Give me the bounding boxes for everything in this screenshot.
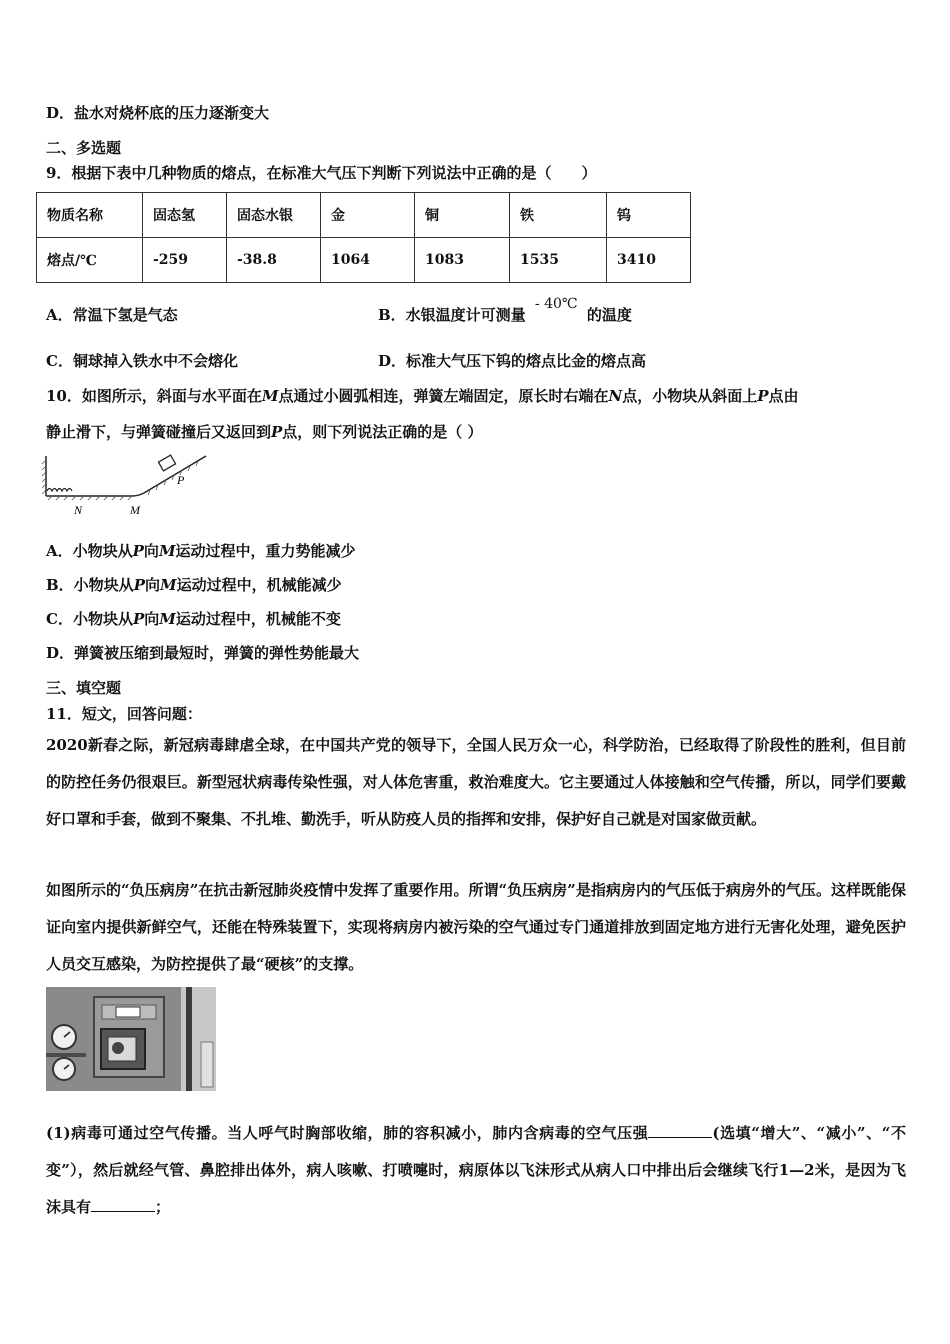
- option-d-previous: D．盐水对烧杯底的压力逐渐变大: [46, 104, 270, 122]
- answer-blank-1[interactable]: [648, 1123, 712, 1138]
- q9-option-b-suffix: 的温度: [586, 306, 632, 324]
- table-cell: 3410: [607, 238, 691, 283]
- label-n: N: [74, 503, 83, 517]
- question-11-stem: 11．短文，回答问题：: [46, 705, 202, 723]
- text-run: 向: [144, 576, 160, 594]
- negative-pressure-ward-photo: [46, 987, 216, 1091]
- text-run: (1)病毒可通过空气传播。当人呼气时胸部收缩，肺的容积减小，肺内含病毒的空气压强: [46, 1124, 649, 1142]
- table-cell: 钨: [607, 193, 691, 238]
- table-cell: 铜: [415, 193, 510, 238]
- variable-m: M: [158, 542, 176, 560]
- text-run: 运动过程中，机械能减少: [176, 576, 342, 594]
- q10-option-d: D．弹簧被压缩到最短时，弹簧的弹性势能最大: [46, 644, 360, 662]
- spring: [47, 489, 72, 492]
- melting-point-table: [36, 192, 691, 283]
- table-cell: 固态氢: [143, 193, 227, 238]
- text-run: 点，则下列说法正确的是（ ）: [282, 423, 483, 441]
- passage-paragraph-2: 如图所示的“负压病房”在抗击新冠肺炎疫情中发挥了重要作用。所谓“负压病房”是指病房内的气压低于病房外的气压。这样既能保证向室内提供新鲜空气，还能在特殊装置下，实现将病房内被污染的空气通过专门通道排放到固定地方进行无害化处理，避免医护人员交互感染，为防控提供了最“硬核”的支撑。: [46, 881, 906, 973]
- question-9-stem: 9．根据下表中几种物质的熔点，在标准大气压下判断下列说法中正确的是（ ）: [46, 164, 597, 182]
- q10-option-c: [46, 608, 341, 629]
- table-value-row: [37, 238, 691, 283]
- sub-question-1: [46, 1115, 906, 1226]
- text-run: 点通过小圆弧相连，弹簧左端固定，原长时右端在: [278, 387, 609, 405]
- q9-option-a: A．常温下氢是气态: [46, 306, 178, 324]
- q10-option-a: [46, 540, 356, 561]
- q9-option-b: [378, 296, 632, 325]
- table-cell: 1064: [321, 238, 415, 283]
- variable-m: M: [159, 576, 177, 594]
- text-run: 点，小物块从斜面上: [622, 387, 758, 405]
- table-cell: -38.8: [227, 238, 321, 283]
- text-run: A．小物块从: [46, 542, 133, 560]
- text-run: 10．如图所示，斜面与水平面在: [46, 387, 262, 405]
- text-run: 向: [143, 542, 159, 560]
- variable-p: P: [271, 423, 283, 441]
- section-heading-multi-choice: 二、多选题: [46, 139, 122, 157]
- table-cell: 固态水银: [227, 193, 321, 238]
- q9-option-d: D．标准大气压下钨的熔点比金的熔点高: [378, 352, 647, 370]
- q10-option-b: [46, 574, 342, 595]
- question-10-stem-line2: [46, 421, 483, 442]
- table-cell: 物质名称: [37, 193, 143, 238]
- table-cell: 1535: [510, 238, 607, 283]
- variable-p: P: [757, 387, 769, 405]
- table-cell: 金: [321, 193, 415, 238]
- q9-option-c: C．铜球掉入铁水中不会熔化: [46, 352, 238, 370]
- text-run: 静止滑下，与弹簧碰撞后又返回到: [46, 423, 272, 441]
- table-cell: 1083: [415, 238, 510, 283]
- text-run: ；: [155, 1198, 171, 1216]
- passage-paragraph-1: 2020新春之际，新冠病毒肆虐全球，在中国共产党的领导下，全国人民万众一心，科学防治，已经取得了阶段性的胜利，但目前的防控任务仍很艰巨。新型冠状病毒传染性强，对人体危害重，救治难度大。它主要通过人体接触和空气传播，所以，同学们要戴好口罩和手套，做到不聚集、不扎堆、勤洗手，听从防疫人员的指挥和安排，保护好自己就是对国家做贡献。: [46, 736, 906, 828]
- temperature-value: - 40℃: [534, 296, 578, 312]
- text-run: C．小物块从: [46, 610, 133, 628]
- q9-option-b-text: B．水银温度计可测量: [378, 306, 526, 324]
- text-run: 运动过程中，机械能不变: [175, 610, 341, 628]
- variable-p: P: [132, 542, 144, 560]
- text-run: 运动过程中，重力势能减少: [175, 542, 356, 560]
- question-10-stem-line1: [46, 385, 799, 406]
- text-run: 向: [144, 610, 160, 628]
- variable-n: N: [608, 387, 623, 405]
- block: [158, 455, 175, 471]
- text-run: 点由: [768, 387, 799, 405]
- variable-p: P: [132, 610, 145, 628]
- label-p: P: [177, 473, 185, 487]
- table-cell: -259: [143, 238, 227, 283]
- table-cell: 铁: [510, 193, 607, 238]
- answer-blank-2[interactable]: [91, 1197, 155, 1212]
- incline-spring-diagram: [40, 448, 215, 520]
- text-run: (选填“增大”、“减小”、“不变”），然后就经气管、鼻腔排出体外，病人咳嗽、打喷嚏时，病原体以飞沫形式从病人口中排出后会继续飞行1—2米，是因为飞沫具有: [46, 1124, 906, 1216]
- label-m: M: [130, 503, 140, 517]
- table-header-row: [37, 193, 691, 238]
- variable-p: P: [133, 576, 145, 594]
- section-heading-fill-blank: 三、填空题: [46, 679, 122, 697]
- variable-m: M: [261, 387, 279, 405]
- ground-hatch: [48, 461, 198, 500]
- text-run: B．小物块从: [46, 576, 134, 594]
- table-cell: 熔点/℃: [37, 238, 143, 283]
- variable-m: M: [159, 610, 176, 628]
